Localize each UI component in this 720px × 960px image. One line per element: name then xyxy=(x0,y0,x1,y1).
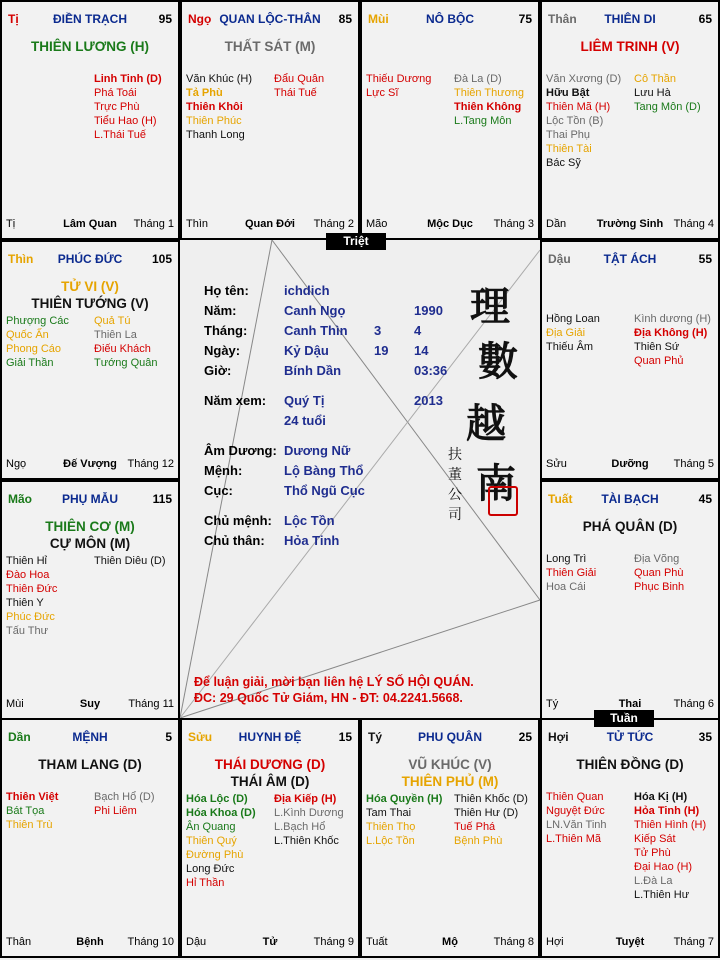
minor-star: Địa Võng xyxy=(634,553,680,565)
palace-number: 105 xyxy=(151,252,172,266)
palace-footer xyxy=(546,936,714,950)
minor-star: Hữu Bật xyxy=(546,87,590,99)
palace-name: TỬ TỨC xyxy=(606,730,654,744)
palace-branch: Ngọ xyxy=(188,12,212,26)
palace-branch: Thìn xyxy=(8,252,34,266)
info-value-gio: Bính Dần xyxy=(284,363,342,378)
minor-star: Điếu Khách xyxy=(94,343,151,355)
palace-footer xyxy=(186,936,354,950)
main-star: THIÊN TƯỚNG (V) xyxy=(31,296,149,311)
main-star: PHÁ QUÂN (D) xyxy=(582,519,678,534)
minor-star: Địa Giải xyxy=(546,327,586,339)
palace-header xyxy=(368,12,532,28)
minor-star: Quốc Ấn xyxy=(6,329,49,341)
left-star-column xyxy=(366,72,431,100)
info-value-ngay-a: 19 xyxy=(374,343,389,358)
palace-branch: Dần xyxy=(8,730,31,744)
red-seal-icon xyxy=(488,486,518,516)
info-label-chu-than: Chủ thân: xyxy=(204,533,265,548)
right-star-column xyxy=(454,72,524,128)
minor-star: Bát Tọa xyxy=(6,805,45,817)
minor-star: L.Tang Môn xyxy=(454,115,512,127)
minor-star: Thái Tuế xyxy=(274,87,317,99)
footer-month: Tháng 11 xyxy=(128,698,174,710)
footer-stage: Suy xyxy=(79,698,101,710)
left-star-column xyxy=(546,790,607,846)
info-value-ngay: Kỷ Dậu xyxy=(284,343,329,358)
notice-line-2: ĐC: 29 Quốc Tử Giám, HN - ĐT: 04.2241.5668. xyxy=(194,691,463,705)
minor-star: L.Thiên Khốc xyxy=(274,835,339,847)
palace-name: HUYNH ĐỆ xyxy=(238,730,302,744)
minor-star: Thiên Y xyxy=(6,597,44,609)
calligraphy-char-4: 南 xyxy=(476,460,516,507)
minor-star: Thiếu Âm xyxy=(546,341,594,353)
palace-header xyxy=(548,730,712,746)
right-star-column xyxy=(634,312,711,368)
palace-footer xyxy=(6,936,174,950)
calligraphy-small-1: 扶 xyxy=(448,447,462,463)
minor-star: L.Thiên Mã xyxy=(546,833,602,845)
palace-cell-tai-bach xyxy=(540,480,720,720)
minor-star: Đẩu Quân xyxy=(274,73,325,85)
footer-stage: Mộ xyxy=(442,936,458,948)
main-star: LIÊM TRINH (V) xyxy=(580,39,680,54)
minor-star: Thiên Khốc (D) xyxy=(454,793,528,805)
footer-stage: Lâm Quan xyxy=(63,218,117,230)
footer-stage: Bệnh xyxy=(76,936,104,948)
right-star-column xyxy=(634,790,706,902)
main-star: THIÊN ĐỒNG (D) xyxy=(576,757,684,772)
minor-star: Long Đức xyxy=(186,863,235,875)
footer-branch: Dậu xyxy=(186,936,207,948)
footer-month: Tháng 7 xyxy=(673,936,714,948)
palace-name: MỆNH xyxy=(72,730,108,744)
right-star-column xyxy=(94,314,158,370)
footer-stage: Trường Sinh xyxy=(596,218,664,230)
palace-name: TÀI BẠCH xyxy=(601,492,659,506)
palace-header xyxy=(548,252,712,268)
minor-star: Tấu Thư xyxy=(6,625,49,637)
minor-star: Tang Môn (D) xyxy=(634,101,701,113)
main-star: THẤT SÁT (M) xyxy=(224,39,316,54)
minor-star: Trực Phù xyxy=(94,101,140,113)
palace-number: 15 xyxy=(338,730,352,744)
left-star-column xyxy=(546,312,600,354)
palace-name: THIÊN DI xyxy=(604,12,656,26)
minor-star: Thiên Sứ xyxy=(634,341,680,353)
footer-stage: Đế Vượng xyxy=(63,458,117,470)
info-value-nam: Canh Ngọ xyxy=(284,303,346,318)
minor-star: Bệnh Phù xyxy=(454,835,503,847)
minor-star: Tiểu Hao (H) xyxy=(94,115,157,127)
minor-star: Tướng Quân xyxy=(94,357,158,369)
palace-number: 35 xyxy=(698,730,712,744)
info-value-cuc: Thổ Ngũ Cục xyxy=(284,483,365,498)
palace-footer xyxy=(366,218,534,232)
footer-month: Tháng 8 xyxy=(493,936,534,948)
palace-cell-tu-tuc xyxy=(540,718,720,958)
minor-star: Thiên Giải xyxy=(546,567,597,579)
footer-branch: Thìn xyxy=(186,218,209,230)
palace-footer xyxy=(6,458,174,472)
palace-number: 25 xyxy=(518,730,532,744)
footer-month: Tháng 12 xyxy=(127,458,174,470)
info-value-thang: Canh Thìn xyxy=(284,323,348,338)
minor-star: Bạch Hổ (D) xyxy=(94,791,155,803)
info-label-nam-xem: Năm xem: xyxy=(204,393,267,408)
minor-star: Văn Khúc (H) xyxy=(186,73,253,85)
minor-star: Phá Toái xyxy=(94,87,137,99)
info-label-ho-ten: Họ tên: xyxy=(204,283,249,298)
info-value-menh: Lộ Bàng Thổ xyxy=(284,463,364,478)
minor-star: Quả Tú xyxy=(94,315,131,327)
minor-star: Phúc Đức xyxy=(6,611,55,623)
palace-cell-dien-trach xyxy=(0,0,180,240)
main-star: THIÊN LƯƠNG (H) xyxy=(31,39,149,54)
tuan-tag: Tuần xyxy=(594,710,654,727)
minor-star: L.Lộc Tồn xyxy=(366,835,415,847)
minor-star: Thiên Thương xyxy=(454,87,525,99)
palace-branch: Tuất xyxy=(548,492,573,506)
info-value-nam-xem-year: 2013 xyxy=(414,393,443,408)
footer-month: Tháng 9 xyxy=(313,936,354,948)
info-label-gio: Giờ: xyxy=(204,363,232,378)
info-value-chu-than: Hỏa Tinh xyxy=(284,533,340,548)
minor-star: L.Kình Dương xyxy=(274,807,344,819)
minor-star: LN.Văn Tinh xyxy=(546,819,607,831)
footer-month: Tháng 6 xyxy=(673,698,714,710)
minor-star: Thiên Việt xyxy=(6,791,59,803)
palace-header xyxy=(548,492,712,508)
footer-branch: Tuất xyxy=(366,936,388,948)
minor-star: L.Thiên Hư xyxy=(634,889,690,901)
palace-name: PHU QUÂN xyxy=(417,730,482,744)
minor-star: Hóa Khoa (D) xyxy=(186,807,256,819)
minor-star: Giải Thần xyxy=(6,357,54,369)
palace-cell-no-boc xyxy=(360,0,540,240)
info-label-nam: Năm: xyxy=(204,303,237,318)
minor-star: Phượng Các xyxy=(6,315,69,327)
minor-star: Thiên La xyxy=(94,329,137,341)
minor-star: Lưu Hà xyxy=(634,87,671,99)
minor-star: Thai Phụ xyxy=(546,129,591,141)
palace-branch: Mùi xyxy=(368,12,389,26)
minor-star: Thiên Quý xyxy=(186,835,237,847)
palace-number: 45 xyxy=(698,492,712,506)
palace-cell-phu-mau xyxy=(0,480,180,720)
minor-star: Thiên Trù xyxy=(6,819,53,831)
minor-star: Hóa Kị (H) xyxy=(634,791,688,803)
info-label-am-duong: Âm Dương: xyxy=(204,443,277,458)
minor-star: Cô Thần xyxy=(634,73,676,85)
main-star: THÁI DƯƠNG (D) xyxy=(214,757,326,772)
minor-star: Thiên Hỉ xyxy=(6,555,47,567)
right-star-column xyxy=(94,790,155,818)
palace-branch: Mão xyxy=(8,492,32,506)
minor-star: Thiên Khôi xyxy=(186,101,243,113)
palace-name: QUAN LỘC-THÂN xyxy=(219,12,321,26)
palace-name: NÔ BỘC xyxy=(426,12,474,26)
minor-star: Lực Sĩ xyxy=(366,87,399,99)
minor-star: Long Trì xyxy=(546,553,587,565)
footer-branch: Sửu xyxy=(546,458,567,470)
info-value-nam-year: 1990 xyxy=(414,303,443,318)
minor-star: Lộc Tồn (B) xyxy=(546,115,604,127)
palace-header xyxy=(8,252,172,268)
info-label-cuc: Cục: xyxy=(204,483,233,498)
footer-branch: Ngọ xyxy=(6,458,27,470)
main-star: CỰ MÔN (M) xyxy=(49,536,131,551)
minor-star: Quan Phù xyxy=(634,567,684,579)
minor-star: Thiên Phúc xyxy=(186,115,242,127)
main-star: THIÊN PHỦ (M) xyxy=(401,774,499,789)
calligraphy-small-3: 公 xyxy=(448,487,462,503)
minor-star: Phi Liêm xyxy=(94,805,137,817)
footer-branch: Thân xyxy=(6,936,32,948)
palace-number: 5 xyxy=(165,730,172,744)
minor-star: Quan Phủ xyxy=(634,355,684,367)
left-star-column xyxy=(546,72,621,170)
main-star: THIÊN CƠ (M) xyxy=(45,519,135,534)
palace-branch: Hợi xyxy=(548,730,569,744)
footer-stage: Tử xyxy=(262,936,278,948)
info-value-age: 24 tuổi xyxy=(284,413,326,428)
footer-month: Tháng 4 xyxy=(673,218,714,230)
calligraphy-small-4: 司 xyxy=(448,507,462,523)
minor-star: Thiên Hư (D) xyxy=(454,807,519,819)
palace-cell-thien-di xyxy=(540,0,720,240)
minor-star: Đào Hoa xyxy=(6,569,50,581)
minor-star: Kiếp Sát xyxy=(634,833,676,845)
minor-star: Thiên Tài xyxy=(546,143,592,155)
info-value-nam-xem: Quý Tị xyxy=(284,393,325,408)
left-star-column xyxy=(186,792,256,890)
info-label-ngay: Ngày: xyxy=(204,343,241,358)
minor-star: Phong Cáo xyxy=(6,343,62,355)
footer-month: Tháng 1 xyxy=(133,218,174,230)
minor-star: Tuế Phá xyxy=(454,821,496,833)
footer-branch: Hợi xyxy=(546,936,564,948)
info-value-am-duong: Dương Nữ xyxy=(284,443,351,458)
minor-star: Hóa Lộc (D) xyxy=(186,793,248,805)
info-value-gio-time: 03:36 xyxy=(414,363,448,378)
footer-branch: Mùi xyxy=(6,698,24,710)
calligraphy-small-2: 董 xyxy=(448,467,462,483)
footer-branch: Mão xyxy=(366,218,388,230)
palace-header xyxy=(188,730,352,746)
footer-stage: Tuyệt xyxy=(615,936,645,948)
minor-star: Nguyệt Đức xyxy=(546,805,605,817)
palace-branch: Tý xyxy=(368,730,383,744)
main-star: TỬ VI (V) xyxy=(61,279,119,294)
palace-branch: Thân xyxy=(548,12,577,26)
minor-star: Địa Không (H) xyxy=(634,327,708,339)
palace-name: ĐIỀN TRẠCH xyxy=(53,12,127,26)
right-star-column xyxy=(454,792,528,848)
info-value-chu-menh: Lộc Tồn xyxy=(284,513,335,528)
palace-footer xyxy=(186,218,354,232)
info-value-ngay-b: 14 xyxy=(414,343,429,358)
minor-star: Thiếu Dương xyxy=(366,73,432,85)
palace-header xyxy=(8,730,172,746)
minor-star: L.Đà La xyxy=(634,875,673,887)
palace-cell-huynh-de xyxy=(180,718,360,958)
minor-star: Thiên Diêu (D) xyxy=(94,555,166,567)
footer-month: Tháng 3 xyxy=(493,218,534,230)
right-star-column xyxy=(274,792,344,848)
left-star-column xyxy=(6,554,57,638)
minor-star: Đại Hao (H) xyxy=(634,861,693,873)
palace-number: 65 xyxy=(698,12,712,26)
palace-cell-menh xyxy=(0,718,180,958)
footer-branch: Tị xyxy=(6,218,16,230)
footer-month: Tháng 10 xyxy=(127,936,174,948)
palace-number: 85 xyxy=(338,12,352,26)
palace-header xyxy=(548,12,712,28)
footer-branch: Tý xyxy=(546,698,559,710)
minor-star: Hồng Loan xyxy=(546,313,600,325)
palace-name: PHỤ MẪU xyxy=(62,492,118,506)
right-star-column xyxy=(94,554,166,568)
minor-star: Tam Thai xyxy=(366,807,412,819)
palace-cell-phuc-duc xyxy=(0,240,180,480)
palace-branch: Tị xyxy=(8,12,19,26)
minor-star: Thiên Mã (H) xyxy=(546,101,611,113)
palace-number: 95 xyxy=(158,12,172,26)
info-label-menh: Mệnh: xyxy=(204,463,243,478)
footer-branch: Dần xyxy=(546,218,567,230)
main-star: THÁI ÂM (D) xyxy=(230,774,310,789)
minor-star: Đường Phù xyxy=(186,849,244,861)
minor-star: Kình dương (H) xyxy=(634,313,711,325)
palace-header xyxy=(8,492,172,508)
palace-cell-tat-ach xyxy=(540,240,720,480)
palace-number: 115 xyxy=(152,492,172,506)
palace-number: 75 xyxy=(518,12,532,26)
minor-star: Thiên Thọ xyxy=(366,821,416,833)
calligraphy-char-1: 理 xyxy=(470,283,510,330)
palace-header xyxy=(188,12,352,28)
minor-star: Thiên Không xyxy=(454,101,522,113)
right-star-column xyxy=(634,72,701,114)
palace-header xyxy=(368,730,532,746)
minor-star: Tử Phù xyxy=(634,847,671,859)
triet-tag: Triệt xyxy=(326,233,386,250)
palace-branch: Dậu xyxy=(548,252,571,266)
minor-star: Thiên Quan xyxy=(546,791,604,803)
minor-star: Văn Xương (D) xyxy=(546,73,622,85)
minor-star: L.Thái Tuế xyxy=(94,129,146,141)
minor-star: Tả Phù xyxy=(186,87,223,99)
left-star-column xyxy=(186,72,252,142)
calligraphy-char-2: 數 xyxy=(478,338,518,385)
minor-star: Ân Quang xyxy=(186,821,236,833)
palace-footer xyxy=(546,218,714,232)
left-star-column xyxy=(546,552,596,594)
right-star-column xyxy=(274,72,324,100)
main-star: VŨ KHÚC (V) xyxy=(408,757,492,772)
minor-star: Thanh Long xyxy=(186,129,245,141)
minor-star: L.Bạch Hổ xyxy=(274,821,326,833)
minor-star: Bác Sỹ xyxy=(546,157,581,169)
palace-cell-quan-loc-than xyxy=(180,0,360,240)
info-value-thang-a: 3 xyxy=(374,323,382,338)
footer-stage: Dưỡng xyxy=(611,458,649,470)
minor-star: Thiên Hình (H) xyxy=(634,819,707,831)
info-label-chu-menh: Chủ mệnh: xyxy=(204,513,272,528)
palace-footer xyxy=(546,458,714,472)
footer-month: Tháng 5 xyxy=(673,458,714,470)
palace-branch: Sửu xyxy=(188,730,213,744)
palace-header xyxy=(8,12,172,28)
minor-star: Linh Tinh (D) xyxy=(94,73,162,85)
calligraphy-char-3: 越 xyxy=(466,400,506,447)
notice-line-1: Để luận giải, mời bạn liên hệ LÝ SỐ HỘI QUÁN. xyxy=(194,675,474,689)
palace-footer xyxy=(6,218,174,232)
right-star-column xyxy=(94,72,162,142)
footer-month: Tháng 2 xyxy=(313,218,354,230)
left-star-column xyxy=(6,790,58,832)
info-label-thang: Tháng: xyxy=(204,323,248,338)
footer-stage: Thai xyxy=(618,698,642,710)
palace-footer xyxy=(366,936,534,950)
footer-stage: Mộc Dục xyxy=(427,218,473,230)
info-value-ho-ten: ichdich xyxy=(284,283,330,298)
palace-footer xyxy=(6,698,174,712)
palace-number: 55 xyxy=(698,252,712,266)
minor-star: Địa Kiếp (H) xyxy=(274,793,337,805)
minor-star: Hỏa Tinh (H) xyxy=(634,805,700,817)
minor-star: Thiên Đức xyxy=(6,583,58,595)
footer-stage: Quan Đới xyxy=(245,218,295,230)
info-value-thang-b: 4 xyxy=(414,323,422,338)
left-star-column xyxy=(6,314,69,370)
minor-star: Hóa Quyền (H) xyxy=(366,793,443,805)
right-star-column xyxy=(634,552,684,594)
left-star-column xyxy=(366,792,442,848)
palace-name: PHÚC ĐỨC xyxy=(57,252,123,266)
minor-star: Phục Binh xyxy=(634,581,685,593)
palace-name: TẬT ÁCH xyxy=(603,252,657,266)
main-star: THAM LANG (D) xyxy=(38,757,142,772)
minor-star: Hoa Cái xyxy=(546,581,586,593)
minor-star: Hỉ Thần xyxy=(186,877,225,889)
minor-star: Đà La (D) xyxy=(454,73,502,85)
palace-cell-phu-quan xyxy=(360,718,540,958)
